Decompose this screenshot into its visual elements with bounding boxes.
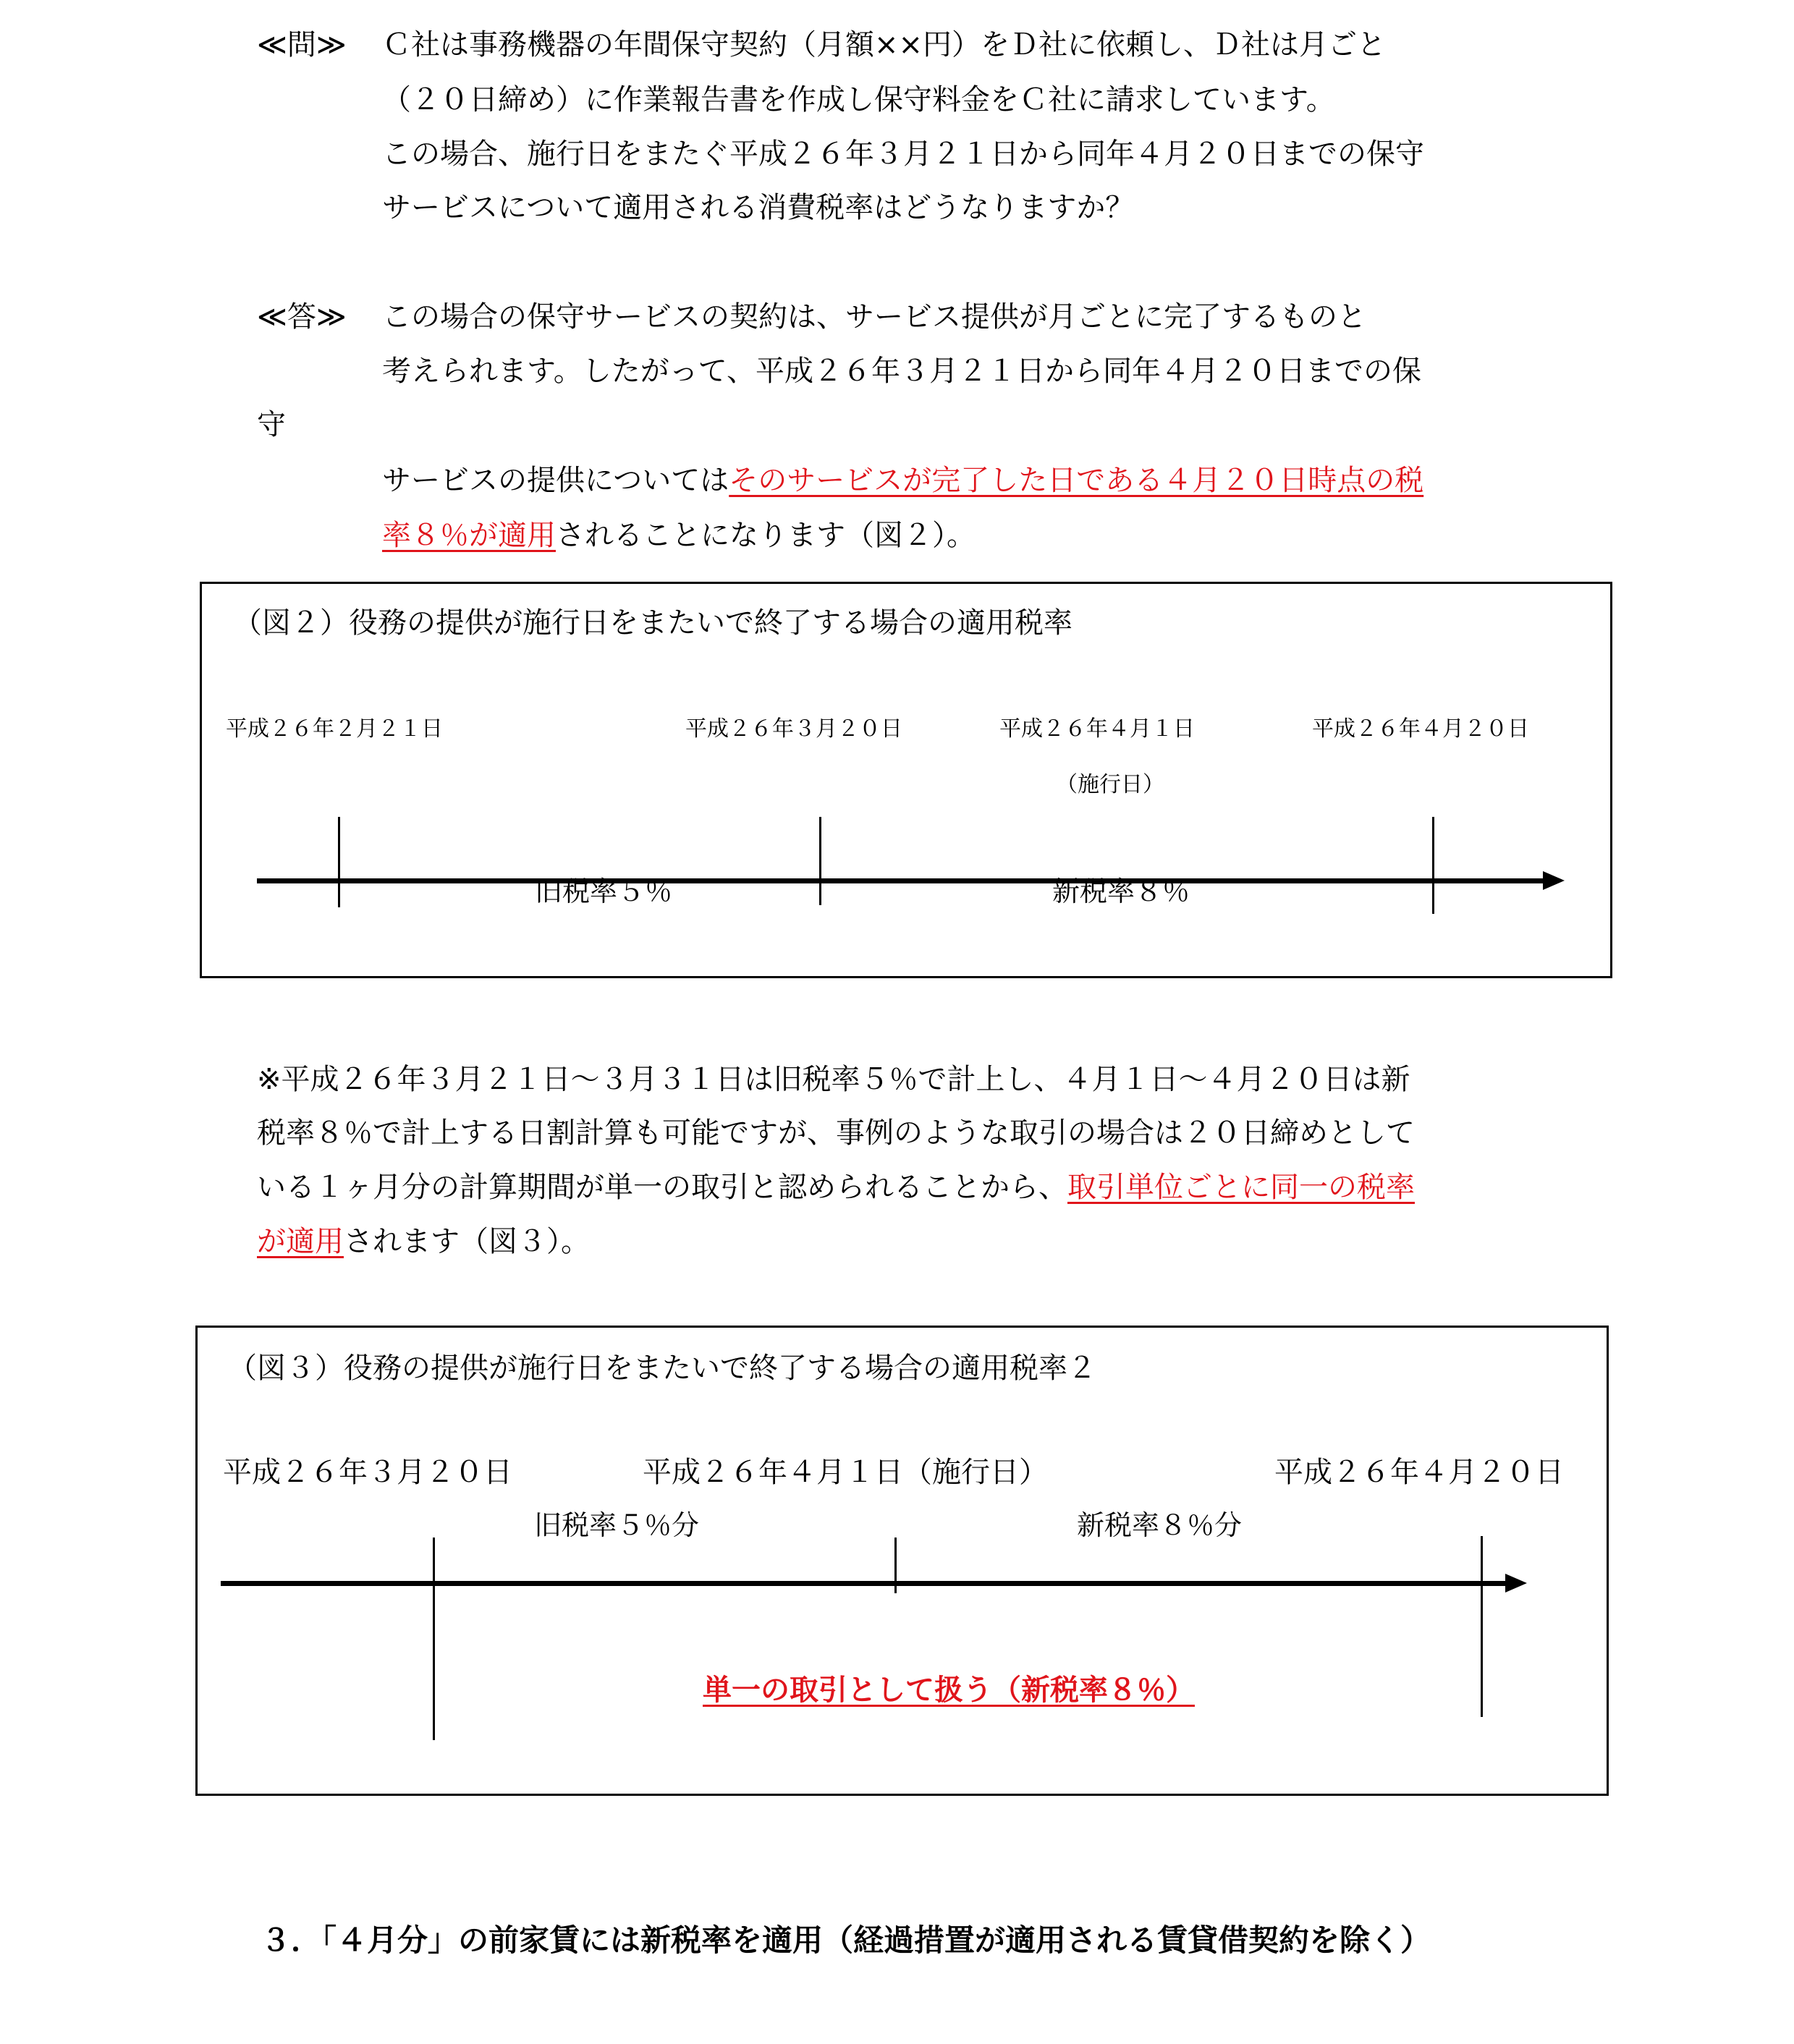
figure-3-single-transaction-label: 単一の取引として扱う（新税率８％） bbox=[703, 1674, 1195, 1707]
answer-highlight-1: そのサービスが完了した日である４月２０日時点の税 bbox=[729, 464, 1424, 497]
figure-3-title: （図３）役務の提供が施行日をまたいで終了する場合の適用税率２ bbox=[228, 1352, 1096, 1385]
answer-line-4-text: サービスの提供については bbox=[382, 464, 729, 497]
figure-2-title: （図２）役務の提供が施行日をまたいで終了する場合の適用税率 bbox=[233, 606, 1072, 640]
note-highlight-2: が適用 bbox=[257, 1225, 344, 1258]
question-line-2: （２０日締め）に作業報告書を作成し保守料金をＣ社に請求しています。 bbox=[382, 83, 1335, 116]
figure-3-old-rate-label: 旧税率５％分 bbox=[534, 1509, 700, 1541]
note-highlight-1: 取引単位ごとに同一の税率 bbox=[1067, 1171, 1415, 1204]
figure-3-date-apr1: 平成２６年４月１日（施行日） bbox=[643, 1456, 1048, 1489]
figure-2-date-apr1: 平成２６年４月１日 bbox=[999, 716, 1195, 742]
figure-2-effective-date-note: （施行日） bbox=[1056, 772, 1164, 797]
answer-line-1: この場合の保守サービスの契約は、サービス提供が月ごとに完了するものと bbox=[382, 300, 1366, 334]
note-line-3 bbox=[257, 1170, 1415, 1205]
figure-2-date-mar20: 平成２６年３月２０日 bbox=[685, 716, 902, 742]
figure-3-tick-mar20 bbox=[433, 1538, 435, 1740]
figure-2-new-rate-label: 新税率８％ bbox=[1052, 875, 1190, 907]
note-line-4 bbox=[257, 1224, 590, 1259]
answer-line-3: 守 bbox=[257, 408, 286, 441]
section-3-heading: ３．「４月分」の前家賃には新税率を適用（経過措置が適用される賃貸借契約を除く） bbox=[261, 1922, 1431, 1958]
question-line-1: Ｃ社は事務機器の年間保守契約（月額××円）をＤ社に依頼し、Ｄ社は月ごと bbox=[382, 28, 1387, 62]
answer-line-5 bbox=[382, 518, 976, 553]
answer-highlight-2: 率８％が適用 bbox=[382, 519, 556, 552]
question-line-3: この場合、施行日をまたぐ平成２６年３月２１日から同年４月２０日までの保守 bbox=[382, 137, 1424, 171]
figure-2-old-rate-label: 旧税率５％ bbox=[535, 875, 673, 907]
note-line-4-text: されます（図３）。 bbox=[344, 1225, 590, 1258]
figure-2-timeline-axis bbox=[257, 878, 1545, 883]
figure-2-date-start: 平成２６年２月２１日 bbox=[226, 716, 443, 742]
answer-line-5-text: されることになります（図２）。 bbox=[556, 519, 976, 552]
answer-line-2: 考えられます。したがって、平成２６年３月２１日から同年４月２０日までの保 bbox=[382, 355, 1421, 388]
figure-2-tick-start bbox=[338, 817, 340, 907]
figure-3-box bbox=[195, 1326, 1609, 1796]
figure-3-tick-apr20 bbox=[1481, 1536, 1483, 1717]
figure-2-box bbox=[200, 582, 1612, 978]
answer-line-4 bbox=[382, 463, 1423, 498]
question-mark: ≪問≫ bbox=[257, 28, 347, 62]
figure-3-date-apr20: 平成２６年４月２０日 bbox=[1274, 1456, 1564, 1489]
figure-2-date-apr20: 平成２６年４月２０日 bbox=[1312, 716, 1529, 742]
figure-3-date-mar20: 平成２６年３月２０日 bbox=[223, 1456, 512, 1489]
figure-2-tick-apr20 bbox=[1432, 817, 1434, 914]
figure-2-tick-mar20 bbox=[819, 817, 821, 905]
note-line-3-text: いる１ヶ月分の計算期間が単一の取引と認められることから、 bbox=[257, 1171, 1067, 1204]
question-line-4: サービスについて適用される消費税率はどうなりますか？ bbox=[382, 191, 1135, 224]
note-line-2: 税率８％で計上する日割計算も可能ですが、事例のような取引の場合は２０日締めとして bbox=[257, 1116, 1415, 1150]
figure-2-arrowhead bbox=[1543, 871, 1565, 890]
figure-3-new-rate-label: 新税率８％分 bbox=[1077, 1509, 1243, 1541]
answer-mark: ≪答≫ bbox=[257, 300, 347, 334]
note-line-1: ※平成２６年３月２１日～３月３１日は旧税率５％で計上し、４月１日～４月２０日は新 bbox=[257, 1063, 1410, 1096]
figure-3-arrowhead bbox=[1505, 1574, 1527, 1593]
figure-3-timeline-axis bbox=[221, 1581, 1507, 1586]
